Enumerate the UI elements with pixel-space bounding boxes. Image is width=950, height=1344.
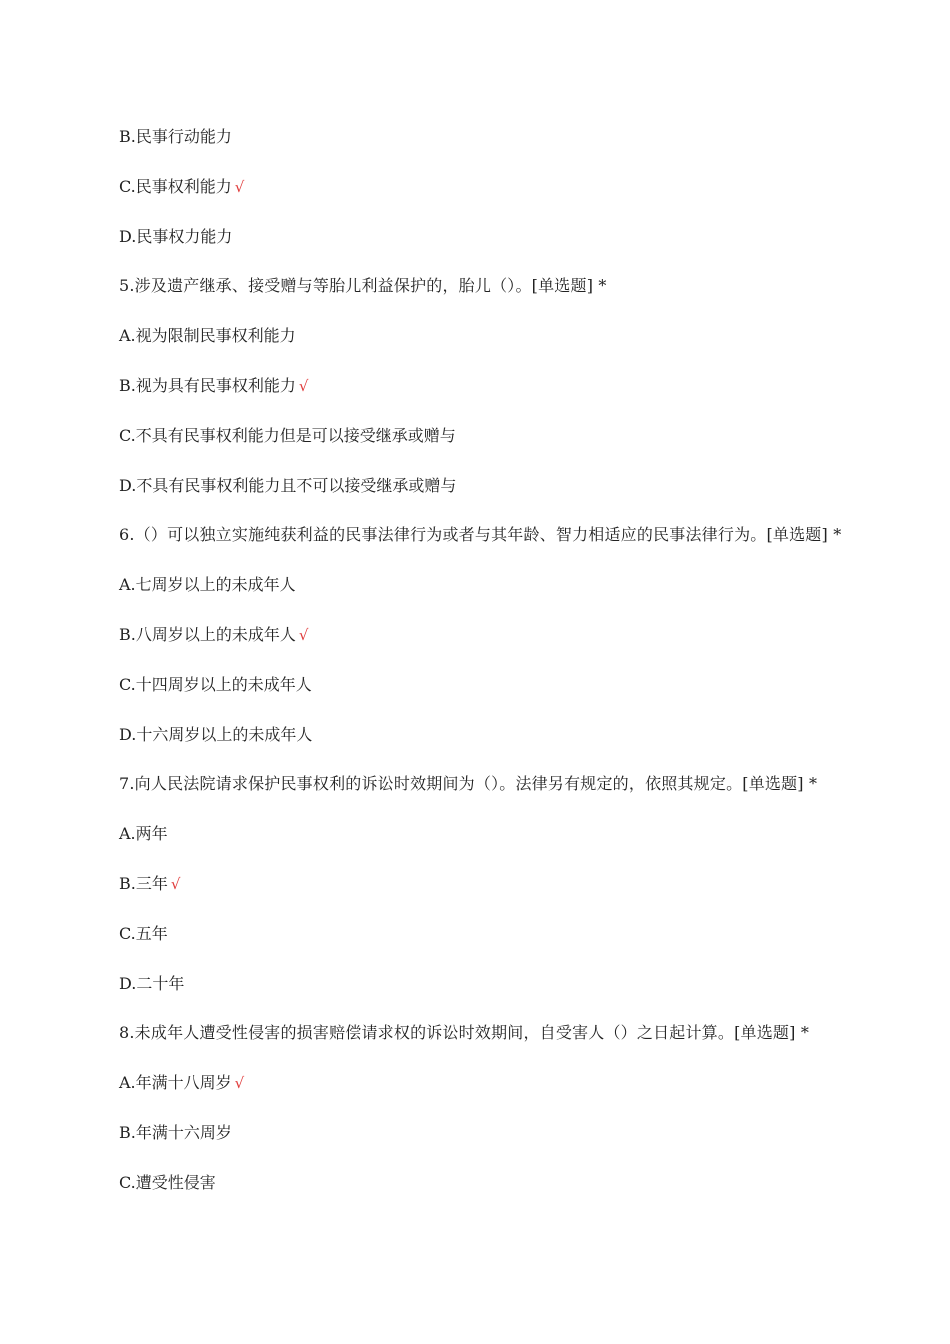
question-line [119, 271, 899, 321]
option-line [119, 321, 899, 371]
option-text: C.民事权利能力 [119, 176, 232, 196]
option-text: B.民事行动能力 [119, 127, 232, 146]
correct-check-icon: √ [298, 625, 309, 644]
question-text: 6.（）可以独立实施纯获利益的民事法律行为或者与其年龄、智力相适应的民事法律行为。[单选题] * [119, 525, 842, 545]
option-text: A.两年 [119, 824, 168, 844]
question-line [119, 1018, 899, 1068]
option-line [119, 620, 899, 670]
option-text: B.视为具有民事权利能力 [119, 375, 296, 395]
option-text: A.视为限制民事权利能力 [119, 326, 296, 346]
option-text: C.遭受性侵害 [119, 1172, 216, 1192]
question-text: 7.向人民法院请求保护民事权利的诉讼时效期间为（）。法律另有规定的，依照其规定。[单选题] * [119, 774, 818, 794]
correct-check-icon: √ [298, 376, 309, 395]
option-line [119, 969, 899, 1019]
question-line [119, 520, 899, 570]
option-text: A.年满十八周岁 [119, 1073, 232, 1093]
option-line [119, 819, 899, 869]
option-text: D.二十年 [119, 973, 185, 993]
option-line [119, 371, 899, 421]
option-text: C.不具有民事权利能力但是可以接受继承或赠与 [119, 425, 456, 445]
option-line [119, 122, 899, 172]
option-text: D.十六周岁以上的未成年人 [119, 724, 313, 744]
option-line [119, 421, 899, 471]
option-line [119, 222, 899, 272]
option-text: C.十四周岁以上的未成年人 [119, 674, 312, 694]
correct-check-icon: √ [234, 1074, 245, 1093]
option-line [119, 172, 899, 222]
option-text: D.民事权力能力 [119, 226, 233, 246]
option-text: A.七周岁以上的未成年人 [119, 575, 296, 595]
correct-check-icon: √ [170, 874, 181, 893]
option-line [119, 720, 899, 770]
question-text: 8.未成年人遭受性侵害的损害赔偿请求权的诉讼时效期间，自受害人（）之日起计算。[单选题] * [119, 1023, 810, 1043]
option-line [119, 670, 899, 720]
option-text: D.不具有民事权利能力且不可以接受继承或赠与 [119, 475, 457, 495]
option-line [119, 570, 899, 620]
question-text: 5.涉及遗产继承、接受赠与等胎儿利益保护的，胎儿（）。[单选题] * [119, 276, 607, 296]
question-list [119, 122, 899, 1218]
option-line [119, 1168, 899, 1218]
question-line [119, 769, 899, 819]
correct-check-icon: √ [234, 177, 245, 196]
option-line [119, 1068, 899, 1118]
option-line [119, 919, 899, 969]
option-text: B.三年 [119, 873, 168, 893]
option-line [119, 471, 899, 521]
option-line [119, 1118, 899, 1168]
option-text: C.五年 [119, 923, 168, 943]
option-text: B.八周岁以上的未成年人 [119, 624, 296, 644]
option-text: B.年满十六周岁 [119, 1122, 232, 1142]
option-line [119, 869, 899, 919]
